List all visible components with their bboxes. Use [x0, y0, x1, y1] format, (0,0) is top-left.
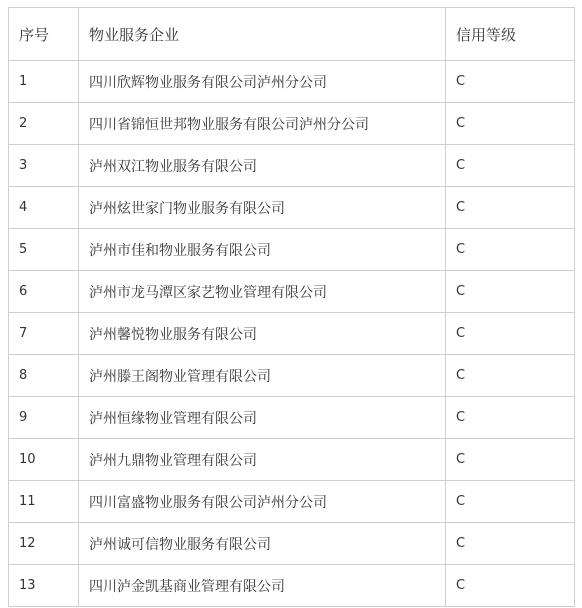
table-row — [9, 61, 575, 103]
row-company: 泸州九鼎物业管理有限公司 — [79, 439, 446, 481]
row-company: 四川欣辉物业服务有限公司泸州分公司 — [79, 61, 446, 103]
row-index: 10 — [9, 439, 79, 481]
table-row — [9, 397, 575, 439]
row-grade: C — [446, 313, 575, 355]
header-company: 物业服务企业 — [79, 8, 446, 61]
table-header-row — [9, 8, 575, 61]
row-index: 8 — [9, 355, 79, 397]
table-row — [9, 103, 575, 145]
row-index: 3 — [9, 145, 79, 187]
credit-rating-table — [8, 7, 575, 607]
row-index: 6 — [9, 271, 79, 313]
table-row — [9, 145, 575, 187]
row-grade: C — [446, 271, 575, 313]
row-index: 12 — [9, 523, 79, 565]
row-company: 泸州市龙马潭区家艺物业管理有限公司 — [79, 271, 446, 313]
row-company: 泸州滕王阁物业管理有限公司 — [79, 355, 446, 397]
row-grade: C — [446, 187, 575, 229]
table-row — [9, 481, 575, 523]
row-company: 泸州恒缘物业管理有限公司 — [79, 397, 446, 439]
table-row — [9, 523, 575, 565]
row-index: 13 — [9, 565, 79, 607]
row-index: 2 — [9, 103, 79, 145]
credit-table-container — [8, 7, 574, 607]
row-company: 泸州双江物业服务有限公司 — [79, 145, 446, 187]
row-grade: C — [446, 565, 575, 607]
table-row — [9, 271, 575, 313]
row-index: 11 — [9, 481, 79, 523]
row-company: 泸州炫世家门物业服务有限公司 — [79, 187, 446, 229]
row-company: 泸州诚可信物业服务有限公司 — [79, 523, 446, 565]
row-index: 5 — [9, 229, 79, 271]
row-grade: C — [446, 481, 575, 523]
row-index: 9 — [9, 397, 79, 439]
table-row — [9, 355, 575, 397]
header-index: 序号 — [9, 8, 79, 61]
row-company: 四川富盛物业服务有限公司泸州分公司 — [79, 481, 446, 523]
table-row — [9, 439, 575, 481]
row-index: 4 — [9, 187, 79, 229]
row-index: 1 — [9, 61, 79, 103]
row-grade: C — [446, 523, 575, 565]
row-grade: C — [446, 103, 575, 145]
row-grade: C — [446, 61, 575, 103]
row-grade: C — [446, 355, 575, 397]
header-grade: 信用等级 — [446, 8, 575, 61]
table-row — [9, 313, 575, 355]
row-company: 四川泸金凯基商业管理有限公司 — [79, 565, 446, 607]
table-row — [9, 565, 575, 607]
table-row — [9, 187, 575, 229]
row-company: 四川省锦恒世邦物业服务有限公司泸州分公司 — [79, 103, 446, 145]
row-company: 泸州市佳和物业服务有限公司 — [79, 229, 446, 271]
table-row — [9, 229, 575, 271]
row-index: 7 — [9, 313, 79, 355]
row-grade: C — [446, 229, 575, 271]
row-grade: C — [446, 397, 575, 439]
row-grade: C — [446, 145, 575, 187]
row-company: 泸州馨悦物业服务有限公司 — [79, 313, 446, 355]
row-grade: C — [446, 439, 575, 481]
